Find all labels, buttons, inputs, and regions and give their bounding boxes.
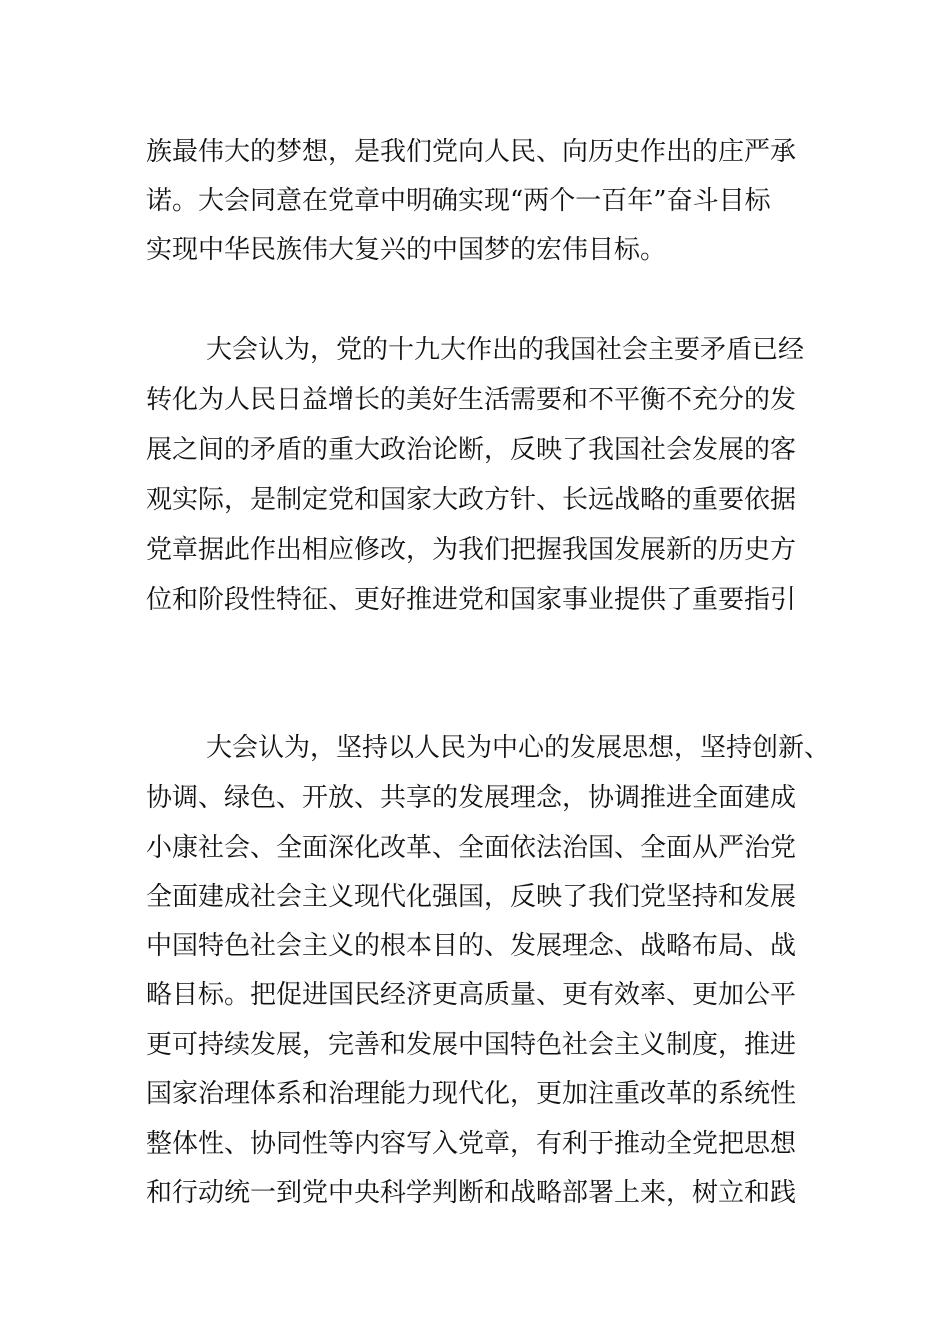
text-line: 位和阶段性特征、更好推进党和国家事业提供了重要指引: [146, 585, 797, 615]
text-line: 略目标。把促进国民经济更高质量、更有效率、更加公平: [146, 980, 797, 1010]
text-line: 全面建成社会主义现代化强国，反映了我们党坚持和发展: [146, 882, 797, 912]
text-line: 和行动统一到党中央科学判断和战略部署上来，树立和践: [146, 1178, 797, 1208]
text-line: 大会认为，坚持以人民为中心的发展思想，坚持创新、: [206, 733, 831, 763]
text-line: 党章据此作出相应修改，为我们把握我国发展新的历史方: [146, 535, 797, 565]
text-line: 大会认为，党的十九大作出的我国社会主要矛盾已经: [206, 335, 805, 365]
text-line: 展之间的矛盾的重大政治论断，反映了我国社会发展的客: [146, 435, 797, 465]
text-line: 小康社会、全面深化改革、全面依法治国、全面从严治党: [146, 833, 797, 863]
text-line: 整体性、协同性等内容写入党章，有利于推动全党把思想: [146, 1129, 797, 1159]
text-line: 中国特色社会主义的根本目的、发展理念、战略布局、战: [146, 931, 797, 961]
text-line: 族最伟大的梦想，是我们党向人民、向历史作出的庄严承: [146, 137, 797, 167]
text-line: 转化为人民日益增长的美好生活需要和不平衡不充分的发: [146, 385, 797, 415]
text-line: 诺。大会同意在党章中明确实现“两个一百年”奋斗目标: [146, 186, 771, 216]
text-line: 更可持续发展，完善和发展中国特色社会主义制度，推进: [146, 1030, 797, 1060]
text-line: 国家治理体系和治理能力现代化，更加注重改革的系统性: [146, 1079, 797, 1109]
text-line: 协调、绿色、开放、共享的发展理念，协调推进全面建成: [146, 783, 797, 813]
text-line: 实现中华民族伟大复兴的中国梦的宏伟目标。: [146, 235, 667, 265]
text-line: 观实际，是制定党和国家大政方针、长远战略的重要依据: [146, 485, 797, 515]
